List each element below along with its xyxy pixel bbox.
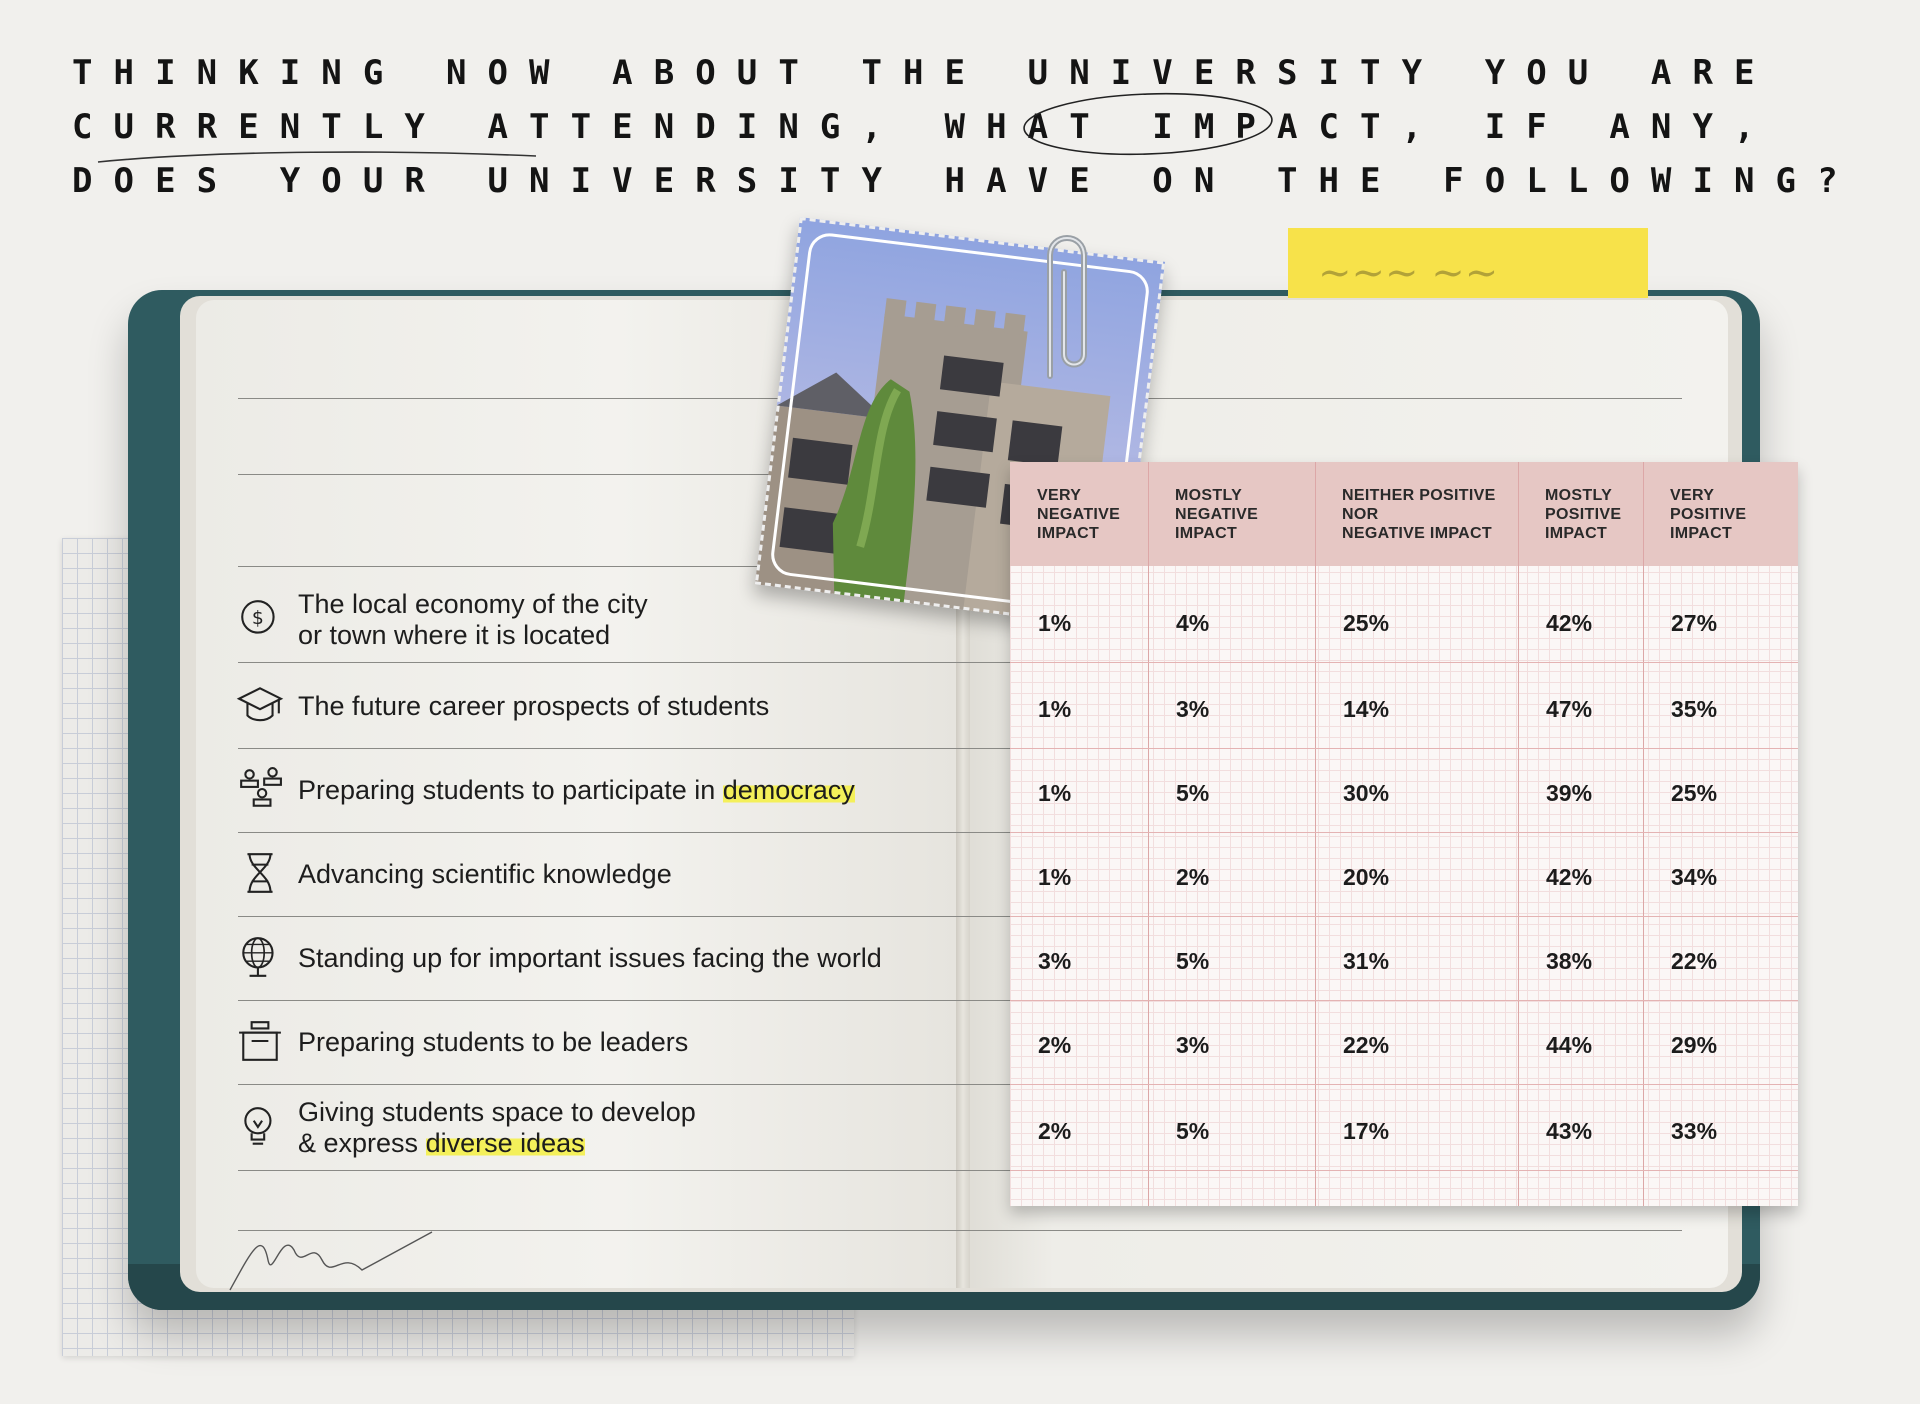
table-cell: 31%: [1343, 948, 1390, 974]
sticky-note-scribble: ~~~ ~~: [1318, 250, 1499, 296]
table-cell: 1%: [1038, 780, 1072, 806]
column-header-line: IMPACT: [1670, 525, 1733, 542]
table-cell: 29%: [1671, 1032, 1718, 1058]
table-cell: 44%: [1546, 1032, 1593, 1058]
row-divider: [1010, 832, 1798, 833]
lightbulb-icon: [236, 1104, 284, 1155]
table-cell: 42%: [1546, 864, 1593, 890]
table-cell: 42%: [1546, 610, 1593, 636]
table-cell: 1%: [1038, 864, 1072, 890]
row-divider: [1010, 748, 1798, 749]
column-header: [1670, 486, 1746, 543]
column-header: [1037, 486, 1120, 543]
globe-icon: [236, 934, 284, 985]
row-divider: [1010, 1170, 1798, 1171]
column-header-line: IMPACT: [1037, 525, 1100, 542]
column-divider: [1315, 462, 1316, 1206]
table-cell: 2%: [1176, 864, 1210, 890]
table-cell: 22%: [1671, 948, 1718, 974]
row-label-line: Giving students space to develop: [298, 1097, 696, 1127]
table-cell: 43%: [1546, 1118, 1593, 1144]
column-header-line: VERY: [1670, 487, 1715, 504]
row-label: [298, 1097, 696, 1159]
table-header: [1010, 462, 1798, 566]
title-line-3: DOES YOUR UNIVERSITY HAVE ON THE FOLLOWING?: [72, 161, 1859, 201]
table-cell: 34%: [1671, 864, 1718, 890]
table-cell: 2%: [1038, 1032, 1072, 1058]
highlighted-phrase: democracy: [722, 774, 855, 805]
table-cell: 3%: [1038, 948, 1072, 974]
dollar-coin-icon: [236, 596, 284, 647]
results-table: [1010, 462, 1798, 1206]
title-line-2: CURRENTLY ATTENDING, WHAT IMPACT, IF ANY,: [72, 107, 1776, 147]
row-label: [298, 691, 769, 722]
row-label: [298, 775, 855, 806]
column-header-line: POSITIVE: [1670, 506, 1747, 523]
row-rule: [238, 1000, 1012, 1001]
column-header-line: MOSTLY: [1545, 487, 1613, 504]
highlighted-phrase: diverse ideas: [425, 1128, 585, 1158]
table-cell: 35%: [1671, 696, 1718, 722]
column-divider: [1643, 462, 1644, 1206]
table-cell: 20%: [1343, 864, 1390, 890]
table-cell: 47%: [1546, 696, 1593, 722]
table-cell: 1%: [1038, 610, 1072, 636]
column-header-line: IMPACT: [1175, 525, 1238, 542]
table-cell: 25%: [1671, 780, 1718, 806]
row-rule: [238, 1084, 1012, 1085]
row-label: [298, 859, 672, 890]
table-cell: 39%: [1546, 780, 1593, 806]
row-divider: [1010, 1084, 1798, 1085]
row-label-line: Standing up for important issues facing the world: [298, 942, 882, 973]
table-cell: 5%: [1176, 780, 1210, 806]
table-cell: 2%: [1038, 1118, 1072, 1144]
row-label: [298, 943, 882, 974]
row-rule: [238, 748, 1012, 749]
hourglass-dna-icon: [236, 850, 284, 901]
row-label-line: The local economy of the city: [298, 589, 648, 619]
voters-icon: [236, 766, 284, 817]
column-header: [1342, 486, 1496, 543]
column-header-line: VERY: [1037, 487, 1082, 504]
column-divider: [1518, 462, 1519, 1206]
table-cell: 14%: [1343, 696, 1390, 722]
row-label-line: Advancing scientific knowledge: [298, 858, 672, 889]
row-label-line: Preparing students to be leaders: [298, 1026, 689, 1057]
column-divider: [1148, 462, 1149, 1206]
page-title: [72, 46, 1859, 208]
table-cell: 5%: [1176, 948, 1210, 974]
column-header-line: NEGATIVE IMPACT: [1342, 525, 1492, 542]
svg-text:$: $: [251, 608, 264, 630]
row-rule: [238, 662, 1012, 663]
signature-scribble: [222, 1220, 442, 1300]
column-header-line: POSITIVE: [1545, 506, 1622, 523]
row-label-line: The future career prospects of students: [298, 690, 770, 721]
row-rule: [238, 1170, 1012, 1171]
paper-clip-icon: [1020, 226, 1100, 386]
column-header-line: MOSTLY: [1175, 487, 1243, 504]
table-cell: 27%: [1671, 610, 1718, 636]
table-cell: 30%: [1343, 780, 1390, 806]
row-label: [298, 1027, 688, 1058]
table-cell: 38%: [1546, 948, 1593, 974]
podium-icon: [236, 1018, 284, 1069]
table-cell: 3%: [1176, 1032, 1210, 1058]
column-header: [1545, 486, 1621, 543]
row-label: [298, 589, 648, 651]
row-label-line: & express: [298, 1128, 426, 1158]
table-cell: 4%: [1176, 610, 1210, 636]
table-cell: 5%: [1176, 1118, 1210, 1144]
column-header-line: NEGATIVE: [1037, 506, 1121, 523]
column-header-line: NEGATIVE: [1175, 506, 1259, 523]
table-cell: 25%: [1343, 610, 1390, 636]
row-label-line: or town where it is located: [298, 620, 611, 650]
column-header: [1175, 486, 1258, 543]
graduation-cap-icon: [236, 682, 284, 733]
table-cell: 1%: [1038, 696, 1072, 722]
table-cell: 22%: [1343, 1032, 1390, 1058]
column-header-line: NEITHER POSITIVE: [1342, 487, 1496, 504]
column-header-line: IMPACT: [1545, 525, 1608, 542]
row-label-line: Preparing students to participate in: [298, 774, 723, 805]
row-rule: [238, 832, 1012, 833]
table-cell: 3%: [1176, 696, 1210, 722]
row-divider: [1010, 1000, 1798, 1001]
row-divider: [1010, 916, 1798, 917]
title-line-1: THINKING NOW ABOUT THE UNIVERSITY YOU ARE: [72, 53, 1776, 93]
table-cell: 33%: [1671, 1118, 1718, 1144]
row-rule: [238, 916, 1012, 917]
table-cell: 17%: [1343, 1118, 1390, 1144]
row-divider: [1010, 662, 1798, 663]
column-header-line: NOR: [1342, 506, 1379, 523]
page-rule: [238, 1230, 1682, 1231]
